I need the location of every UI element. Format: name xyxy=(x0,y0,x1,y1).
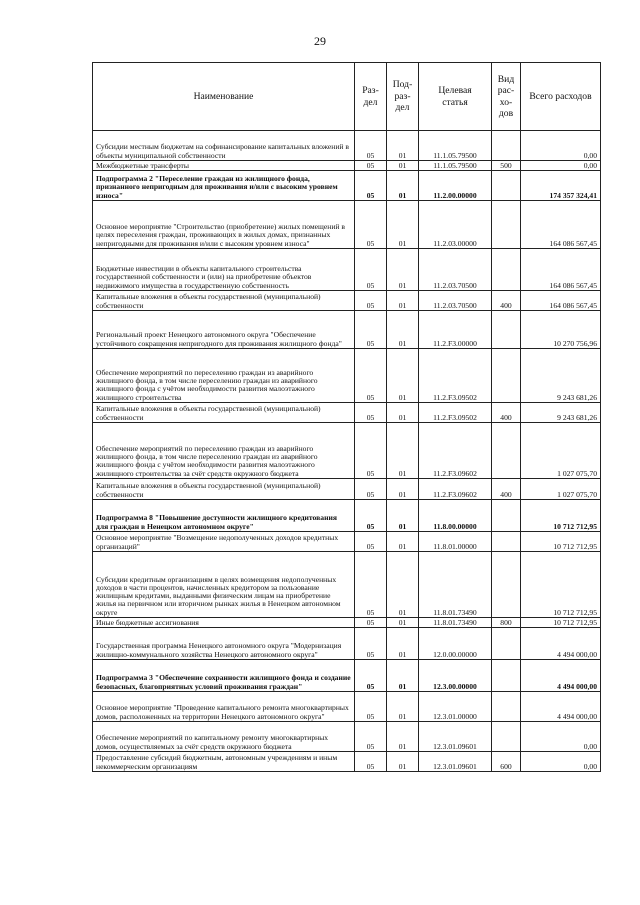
row-podrazdel: 01 xyxy=(387,692,419,722)
header-target: Целевая статья xyxy=(419,63,492,131)
row-target: 11.2.F3.00000 xyxy=(419,311,492,349)
row-total: 1 027 075,70 xyxy=(521,479,601,500)
row-razdel: 05 xyxy=(355,249,387,291)
row-name: Иные бюджетные ассигнования xyxy=(93,618,355,628)
row-target: 11.2.F3.09502 xyxy=(419,403,492,423)
row-vid xyxy=(492,722,521,752)
row-name: Государственная программа Ненецкого автономного округа "Модернизация жилищно-коммунального хозяйства Ненецкого автономного округа" xyxy=(93,628,355,660)
row-total: 9 243 681,26 xyxy=(521,403,601,423)
row-name: Предоставление субсидий бюджетным, автономным учреждениям и иным некоммерческим организациям xyxy=(93,752,355,772)
row-target: 11.8.01.73490 xyxy=(419,618,492,628)
row-target: 11.1.05.79500 xyxy=(419,131,492,161)
row-podrazdel: 01 xyxy=(387,131,419,161)
row-razdel: 05 xyxy=(355,660,387,692)
row-name: Подпрограмма 3 "Обеспечение сохранности жилищного фонда и создание безопасных, благоприятных условий проживания граждан" xyxy=(93,660,355,692)
row-name: Подпрограмма 8 "Повышение доступности жилищного кредитования для граждан в Ненецком автономном округе" xyxy=(93,500,355,532)
header-podrazdel: Под- раз- дел xyxy=(387,63,419,131)
table-row xyxy=(93,311,601,349)
row-podrazdel: 01 xyxy=(387,171,419,201)
row-total: 1 027 075,70 xyxy=(521,423,601,479)
header-name: Наименование xyxy=(93,63,355,131)
header-total: Всего расходов xyxy=(521,63,601,131)
row-razdel: 05 xyxy=(355,500,387,532)
row-total: 164 086 567,45 xyxy=(521,249,601,291)
table-body xyxy=(93,131,601,772)
row-razdel: 05 xyxy=(355,311,387,349)
row-total: 0,00 xyxy=(521,131,601,161)
row-vid xyxy=(492,249,521,291)
row-razdel: 05 xyxy=(355,722,387,752)
row-razdel: 05 xyxy=(355,532,387,552)
row-target: 11.2.00.00000 xyxy=(419,171,492,201)
row-name: Подпрограмма 2 "Переселение граждан из жилищного фонда, признанного непригодным для проживания и/или с высоким уровнем износа" xyxy=(93,171,355,201)
row-total: 10 712 712,95 xyxy=(521,532,601,552)
row-target: 12.3.00.00000 xyxy=(419,660,492,692)
table-row xyxy=(93,349,601,403)
expenditure-table xyxy=(92,62,601,772)
table-row xyxy=(93,692,601,722)
row-target: 12.3.01.09601 xyxy=(419,722,492,752)
row-target: 11.2.03.00000 xyxy=(419,201,492,249)
row-target: 11.8.00.00000 xyxy=(419,500,492,532)
row-podrazdel: 01 xyxy=(387,291,419,311)
row-vid: 400 xyxy=(492,479,521,500)
row-podrazdel: 01 xyxy=(387,618,419,628)
row-podrazdel: 01 xyxy=(387,349,419,403)
table-header xyxy=(93,63,601,131)
row-total: 0,00 xyxy=(521,161,601,171)
table-row xyxy=(93,628,601,660)
table-row xyxy=(93,660,601,692)
table-row xyxy=(93,161,601,171)
row-target: 11.2.F3.09602 xyxy=(419,479,492,500)
row-razdel: 05 xyxy=(355,628,387,660)
row-podrazdel: 01 xyxy=(387,249,419,291)
row-name: Капитальные вложения в объекты государственной (муниципальной) собственности xyxy=(93,403,355,423)
row-vid xyxy=(492,500,521,532)
row-vid: 600 xyxy=(492,752,521,772)
row-total: 10 712 712,95 xyxy=(521,500,601,532)
row-total: 10 712 712,95 xyxy=(521,618,601,628)
table-row xyxy=(93,752,601,772)
row-razdel: 05 xyxy=(355,161,387,171)
row-total: 164 086 567,45 xyxy=(521,201,601,249)
table-row xyxy=(93,618,601,628)
row-total: 10 712 712,95 xyxy=(521,552,601,618)
row-razdel: 05 xyxy=(355,752,387,772)
header-vid: Вид рас- хо- дов xyxy=(492,63,521,131)
row-name: Основное мероприятие "Возмещение недополученных доходов кредитных организаций" xyxy=(93,532,355,552)
row-name: Межбюджетные трансферты xyxy=(93,161,355,171)
row-name: Основное мероприятие "Строительство (приобретение) жилых помещений в целях переселения граждан, проживающих в жилых домах, признанных непригодными для проживания и/или с высоким уровнем износа" xyxy=(93,201,355,249)
row-total: 0,00 xyxy=(521,752,601,772)
header-razdel: Раз- дел xyxy=(355,63,387,131)
row-total: 4 494 000,00 xyxy=(521,628,601,660)
row-vid xyxy=(492,423,521,479)
row-total: 0,00 xyxy=(521,722,601,752)
row-total: 174 357 324,41 xyxy=(521,171,601,201)
row-target: 12.0.00.00000 xyxy=(419,628,492,660)
table-row xyxy=(93,532,601,552)
row-total: 4 494 000,00 xyxy=(521,692,601,722)
table-row xyxy=(93,552,601,618)
row-podrazdel: 01 xyxy=(387,552,419,618)
row-podrazdel: 01 xyxy=(387,311,419,349)
row-razdel: 05 xyxy=(355,423,387,479)
row-vid xyxy=(492,532,521,552)
row-podrazdel: 01 xyxy=(387,403,419,423)
row-name: Обеспечение мероприятий по переселению граждан из аварийного жилищного фонда, в том числе переселению граждан из аварийного жилищного фонда с учётом необходимости развития малоэтажного жилищного строительства xyxy=(93,349,355,403)
row-name: Субсидии местным бюджетам на софинансирование капитальных вложений в объекты муниципальной собственности xyxy=(93,131,355,161)
row-podrazdel: 01 xyxy=(387,201,419,249)
table-row xyxy=(93,722,601,752)
row-vid: 400 xyxy=(492,403,521,423)
row-podrazdel: 01 xyxy=(387,722,419,752)
row-podrazdel: 01 xyxy=(387,479,419,500)
row-target: 11.2.F3.09502 xyxy=(419,349,492,403)
row-name: Бюджетные инвестиции в объекты капитального строительства государственной собственности и (или) на приобретение объектов недвижимого имущества в государственную собственность xyxy=(93,249,355,291)
row-razdel: 05 xyxy=(355,131,387,161)
row-vid: 800 xyxy=(492,618,521,628)
row-vid: 400 xyxy=(492,291,521,311)
row-razdel: 05 xyxy=(355,403,387,423)
row-razdel: 05 xyxy=(355,692,387,722)
row-razdel: 05 xyxy=(355,552,387,618)
row-vid xyxy=(492,171,521,201)
table-row xyxy=(93,249,601,291)
row-podrazdel: 01 xyxy=(387,500,419,532)
row-name: Субсидии кредитным организациям в целях возмещения недополученных доходов в части процентов, начисленных кредитором за пользование жилищным кредитами, выданными физическим лицам на приобретение жилья на первичном или вторичном рынках жилья в Ненецком автономном округе xyxy=(93,552,355,618)
row-name: Капитальные вложения в объекты государственной (муниципальной) собственности xyxy=(93,291,355,311)
row-podrazdel: 01 xyxy=(387,423,419,479)
row-podrazdel: 01 xyxy=(387,752,419,772)
row-name: Обеспечение мероприятий по капитальному ремонту многоквартирных домов, осуществляемых за счёт средств окружного бюджета xyxy=(93,722,355,752)
page-number: 29 xyxy=(314,34,326,48)
row-vid xyxy=(492,131,521,161)
table-row xyxy=(93,171,601,201)
row-vid xyxy=(492,201,521,249)
row-podrazdel: 01 xyxy=(387,532,419,552)
row-podrazdel: 01 xyxy=(387,161,419,171)
table-row xyxy=(93,201,601,249)
row-total: 9 243 681,26 xyxy=(521,349,601,403)
row-target: 11.2.F3.09602 xyxy=(419,423,492,479)
row-razdel: 05 xyxy=(355,349,387,403)
row-vid xyxy=(492,628,521,660)
row-name: Обеспечение мероприятий по переселению граждан из аварийного жилищного фонда, в том числе переселению граждан из аварийного жилищного фонда с учётом необходимости развития малоэтажного жилищного строительства за счёт средств окружного бюджета xyxy=(93,423,355,479)
row-vid xyxy=(492,660,521,692)
row-razdel: 05 xyxy=(355,171,387,201)
row-target: 12.3.01.00000 xyxy=(419,692,492,722)
row-vid xyxy=(492,692,521,722)
row-name: Основное мероприятие "Проведение капитального ремонта многоквартирных домов, расположенных на территории Ненецкого автономного округа" xyxy=(93,692,355,722)
row-total: 4 494 000,00 xyxy=(521,660,601,692)
row-razdel: 05 xyxy=(355,291,387,311)
row-podrazdel: 01 xyxy=(387,628,419,660)
table-row xyxy=(93,423,601,479)
row-total: 164 086 567,45 xyxy=(521,291,601,311)
row-razdel: 05 xyxy=(355,479,387,500)
row-target: 11.8.01.73490 xyxy=(419,552,492,618)
row-razdel: 05 xyxy=(355,618,387,628)
row-name: Региональный проект Ненецкого автономного округа "Обеспечение устойчивого сокращения непригодного для проживания жилищного фонда" xyxy=(93,311,355,349)
table-row xyxy=(93,291,601,311)
row-target: 11.2.03.70500 xyxy=(419,249,492,291)
table-row xyxy=(93,403,601,423)
row-vid xyxy=(492,311,521,349)
row-razdel: 05 xyxy=(355,201,387,249)
row-podrazdel: 01 xyxy=(387,660,419,692)
row-target: 12.3.01.09601 xyxy=(419,752,492,772)
row-vid xyxy=(492,552,521,618)
table-row xyxy=(93,500,601,532)
row-total: 10 270 756,96 xyxy=(521,311,601,349)
row-name: Капитальные вложения в объекты государственной (муниципальной) собственности xyxy=(93,479,355,500)
table-row xyxy=(93,479,601,500)
table-row xyxy=(93,131,601,161)
row-vid xyxy=(492,349,521,403)
row-target: 11.1.05.79500 xyxy=(419,161,492,171)
row-target: 11.8.01.00000 xyxy=(419,532,492,552)
row-vid: 500 xyxy=(492,161,521,171)
row-target: 11.2.03.70500 xyxy=(419,291,492,311)
